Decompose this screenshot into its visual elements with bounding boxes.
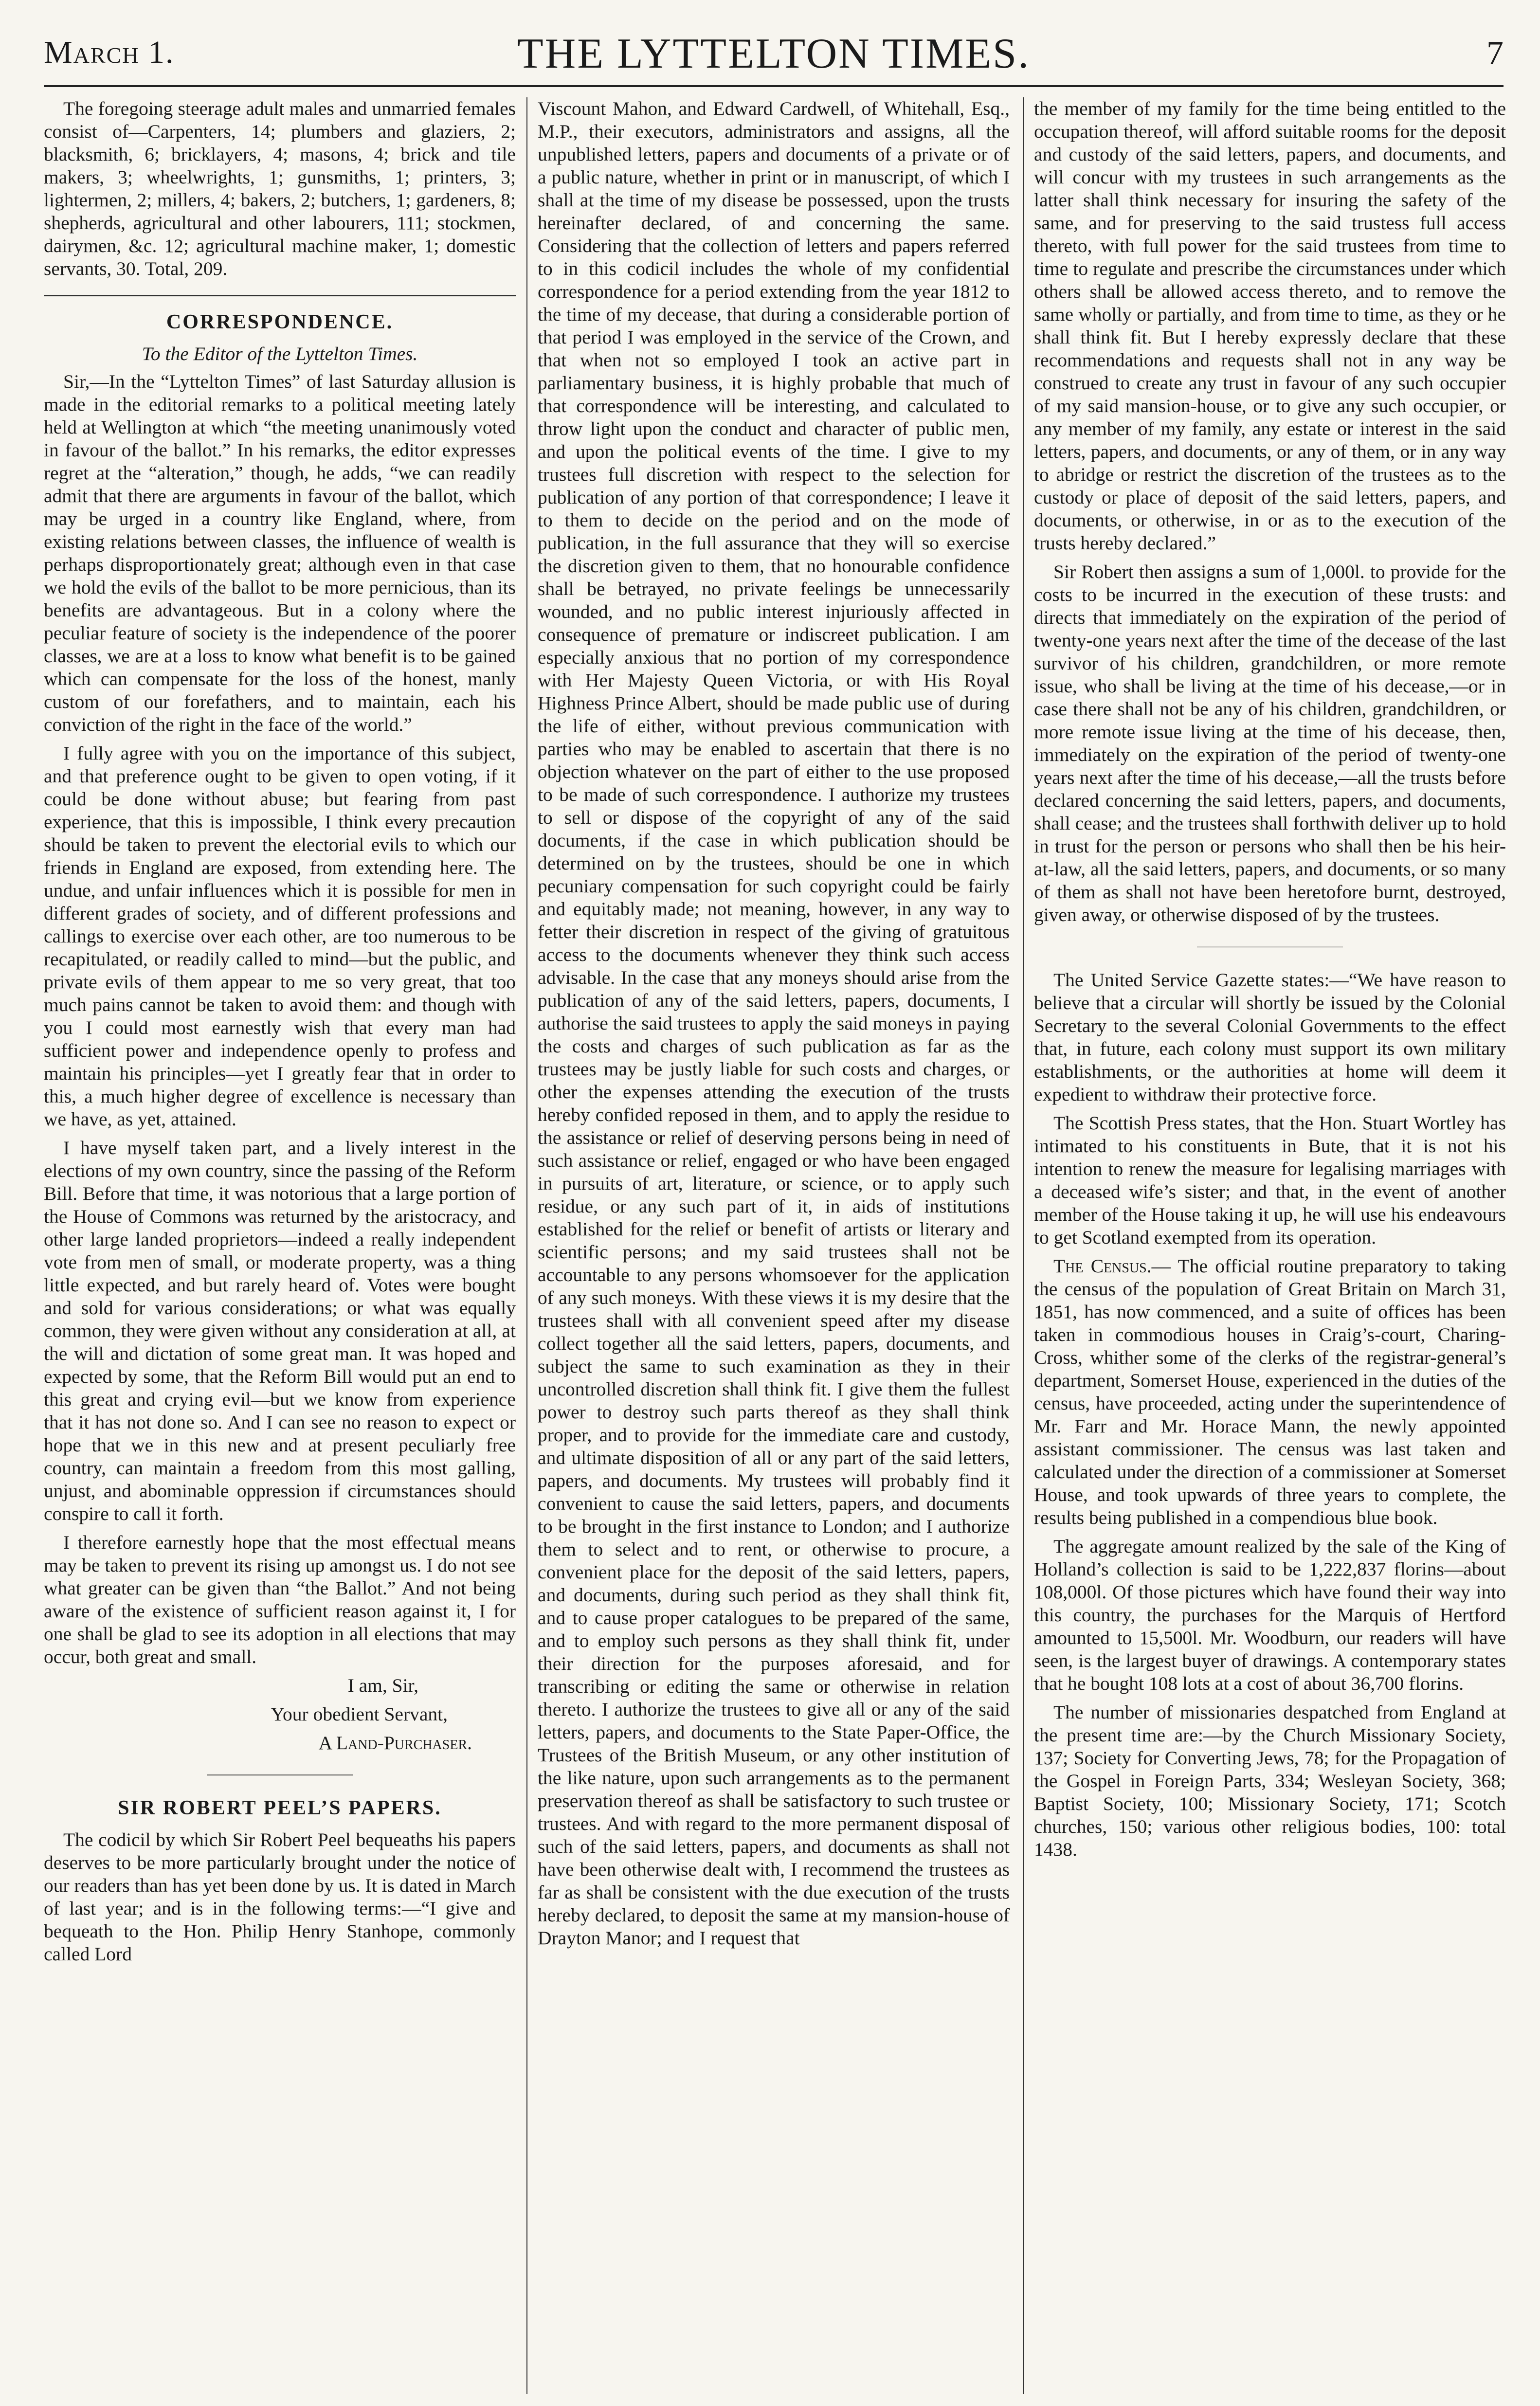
letter-paragraph: I have myself taken part, and a lively interest in the elections of my own country, since the passing of the Reform Bill. Before that time, it was notorious that a large portion of the House of Commons was returned by the aristocracy, and other large landed proprietors—indeed a really independent vote from men of small, or moderate property, was a thing little expected, and but rarely heard of. Votes were bought and sold for various considerations; or what was equally common, they were given without any consideration at all, at the will and dictation of some great man. It was hoped and expected by some, that the Reform Bill would put an end to this great and crying evil—but we know from experience that it has not done so. And I can see no reason to expect or hope that we in this new and at present peculiarly free country, can maintain a freedom from this most galling, unjust, and abominable oppression if circumstances should conspire to call it forth. <box>44 1137 516 1524</box>
section-rule <box>207 1774 353 1777</box>
column-2 <box>538 97 1010 1955</box>
news-item <box>1034 1255 1506 1529</box>
peel-papers-heading: SIR ROBERT PEEL’S PAPERS. <box>118 1797 442 1819</box>
emigrants-paragraph: The foregoing steerage adult males and unmarried females consist of—Carpenters, 14; plumbers and glaziers, 2; blacksmith, 6; bricklayers, 4; masons, 4; brick and tile makers, 3; wheelwrights, 1; gunsmiths, 1; printers, 3; lightermen, 2; millers, 4; bakers, 2; butchers, 1; gardeners, 8; shepherds, agricultural and other labourers, 111; stockmen, dairymen, &c. 12; agricultural machine maker, 1; domestic servants, 30. Total, 209. <box>44 98 516 279</box>
header-rule <box>44 85 1504 87</box>
page-number: 7 <box>1486 35 1504 72</box>
census-heading: The Census. <box>1053 1255 1152 1277</box>
newspaper-title: THE LYTTELTON TIMES. <box>517 30 1031 77</box>
letter-signature: A Land-Purchaser. <box>318 1732 472 1754</box>
column-1 <box>44 97 516 1972</box>
section-rule <box>44 295 516 296</box>
letter-closing: Your obedient Servant, <box>271 1703 448 1725</box>
article-paragraph: the member of my family for the time being entitled to the occupation thereof, will afford suitable rooms for the deposit and custody of the said letters, papers, and documents, and will concur with my trustees in such arrangements as the latter shall think necessary for insuring the safety of the same, and for preserving to the said trustess full access thereto, with full power for the said trustees from time to time to regulate and prescribe the circumstances under which others shall be allowed access thereto, and to remove the same wholly or partially, and from time to time, as they or he shall think fit. But I hereby expressly declare that these recommendations and requests shall not in any way be construed to create any trust in favour of any such occupier of my said mansion-house, or to give any such occupier, or any member of my family, any estate or interest in the said letters, papers, and documents, or any of them, or in any way to abridge or restrict the discretion of the trustees as to the custody or place of deposit of the said letters, papers, and documents, or otherwise, in or as to the execution of the trusts hereby declared.” <box>1034 98 1506 554</box>
page-header <box>44 24 1504 88</box>
letter-closing: I am, Sir, <box>347 1675 418 1696</box>
census-text: — The official routine preparatory to taking the census of the population of Great Britain on March 31, 1851, has now commenced, and a suite of offices has been taken in commodious houses in Craig’s-court, Charing-Cross, whither some of the clerks of the registrar-general’s department, Somerset House, experienced in the duties of the census, have proceeded, acting under the superintendence of Mr. Farr and Mr. Horace Mann, the newly appointed assistant commissioner. The census was last taken and calculated under the direction of a commissioner at Somerset House, and took upwards of three years to complete, the results being published in a compendious blue book. <box>1034 1255 1506 1528</box>
article-paragraph: Viscount Mahon, and Edward Cardwell, of Whitehall, Esq., M.P., their executors, administrators and assigns, all the unpublished letters, papers and documents of a private or of a public nature, whether in print or in manuscript, of which I shall at the time of my disease be possessed, upon the trusts hereinafter declared, of and concerning the same. Considering that the collection of letters and papers referred to in this codicil includes the whole of my confidential correspondence for a period extending from the year 1812 to the time of my decease, that during a considerable portion of that period I was employed in the service of the Crown, and that when not so employed I took an active part in parliamentary business, it is highly probable that much of that correspondence will be interesting, and calculated to throw light upon the conduct and character of public men, and upon the political events of the time. I give to my trustees full discretion with respect to the selection for publication of any portion of that correspondence; I leave it to them to decide on the period and on the mode of publication, in the full assurance that they will so exercise the discretion given to them, that no honourable confidence shall be betrayed, no private feelings be unnecessarily wounded, and no public interest injuriously affected in consequence of premature or indiscreet publication. I am especially anxious that no portion of my correspondence with Her Majesty Queen Victoria, or with His Royal Highness Prince Albert, should be made public use of during the life of either, without previous communication with parties who may be enabled to ascertain that there is no objection whatever on the part of either to the use proposed to be made of such correspondence. I authorize my trustees to sell or dispose of the copyright of any of the said documents, if the case in which publication should be determined on by the trustees, should be one in which pecuniary compensation for such copyright could be fairly and equitably made; not meaning, however, in any way to fetter their discretion in respect of the giving of gratuitous access to the documents whenever they think such access advisable. In the case that any moneys should arise from the publication of any of the said letters, papers, documents, I authorise the said trustees to apply the said moneys in paying the costs and charges of such publication as far as the trustees may be justly liable for such costs and charges, or other the expenses attending the execution of the trusts hereby confided reposed in them, and to apply the residue to the assistance or relief of deserving persons being in need of such assistance or relief, engaged or who have been engaged in pursuits of art, literature, or science, or to apply such residue, or any such part of it, in aids of institutions established for the relief or benefit of artists or literary and scientific persons; and my said trustees shall not be accountable to any persons whomsoever for the application of any such moneys. With these views it is my desire that the trustees shall with all convenient speed after my disease collect together all the said letters, papers, documents, and subject the same to such examination as they in their uncontrolled discretion shall think fit. I give them the fullest power to destroy such parts thereof as they shall think proper, and to provide for the immediate care and custody, and ultimate disposition of all or any part of the said letters, papers, and documents. My trustees will probably find it convenient to cause the said letters, papers, and documents to be brought in the first instance to London; and I authorize them to select and to rent, or otherwise to procure, a convenient place for the deposit of the said letters, papers, and documents, during such period as they shall think fit, and to cause proper catalogues to be prepared of the same, and to employ such persons as they shall think fit, under their direction for the purposes aforesaid, and for transcribing or editing the same or otherwise in relation thereto. I authorize the trustees to give all or any of the said letters, papers, and documents to the State Paper-Office, the Trustees of the British Museum, or any other institution of the like nature, upon such arrangements as to the permanent preservation thereof as shall be satisfactory to such trustee or trustees. And with regard to the more permanent disposal of such of the said letters, papers, and documents as shall not have been otherwise dealt with, I recommend the trustees as far as shall be consistent with the due execution of the trusts hereby declared, to deposit the same at my mansion-house of Drayton Manor; and I request that <box>538 98 1010 1949</box>
news-item: The Scottish Press states, that the Hon. Stuart Wortley has intimated to his constituents in Bute, that it is not his intention to renew the measure for legalising marriages with a deceased wife’s sister; and that, in the event of another member of the House taking it up, he will use his endeavours to get Scotland exempted from its operation. <box>1034 1112 1506 1248</box>
section-rule <box>1197 946 1343 949</box>
correspondence-heading: CORRESPONDENCE. <box>166 311 394 333</box>
letter-address: To the Editor of the Lyttelton Times. <box>142 343 418 364</box>
letter-paragraph: Sir,—In the “Lyttelton Times” of last Saturday allusion is made in the editorial remarks to a political meeting lately held at Wellington at which “the meeting unanimously voted in favour of the ballot.” In his remarks, the editor expresses regret at the “alteration,” though, he adds, “we can readily admit that there are arguments in favour of the ballot, which may be urged in a country like England, where, from existing relations between classes, the influence of wealth is perhaps disproportionately great; although even in that case we hold the evils of the ballot to be more pernicious, than its benefits are advantageous. But in a colony where the peculiar feature of society is the independence of the poorer classes, we are at a loss to know what benefit is to be gained which can compensate for the loss of the honest, manly custom of our forefathers, and to maintain, each his conviction of the right in the face of the world.” <box>44 371 516 735</box>
news-item: The number of missionaries despatched from England at the present time are:—by the Church Missionary Society, 137; Society for Converting Jews, 78; for the Propagation of the Gospel in Foreign Parts, 334; Wesleyan Society, 368; Baptist Society, 100; Missionary Society, 171; Scotch churches, 150; various other religious bodies, 100: total 1438. <box>1034 1701 1506 1860</box>
column-divider <box>1023 97 1024 2394</box>
article-paragraph: The codicil by which Sir Robert Peel bequeaths his papers deserves to be more particularly brought under the notice of our readers than has yet been done by us. It is dated in March of last year; and is in the following terms:—“I give and bequeath to the Hon. Philip Henry Stanhope, commonly called Lord <box>44 1829 516 1965</box>
issue-date: March 1. <box>44 35 175 70</box>
letter-paragraph: I fully agree with you on the importance of this subject, and that preference ought to be given to open voting, if it could be done without abuse; but fearing from past experience, that this is impossible, I think every precaution should be taken to prevent the electorial evils to which our friends in England are exposed, from extending here. The undue, and unfair influences which it is possible for men in different grades of society, and of different professions and callings to exercise over each other, are too numerous to be recapitulated, or readily called to mind—but the public, and private evils of them appear to me so very great, that too much pains cannot be taken to avoid them: and though with you I could most earnestly wish that every man had sufficient power and independence openly to profess and maintain his principles—yet I greatly fear that in order to this, a much higher degree of excellence is necessary than we have, as yet, attained. <box>44 742 516 1130</box>
news-item: The aggregate amount realized by the sale of the King of Holland’s collection is said to be 1,222,837 florins—about 108,000l. Of those pictures which have found their way into this country, the purchases for the Marquis of Hertford amounted to 15,500l. Mr. Woodburn, our readers will have seen, is the largest buyer of drawings. A contemporary states that he bought 108 lots at a cost of about 36,700 florins. <box>1034 1536 1506 1694</box>
column-divider <box>526 97 527 2394</box>
letter-paragraph: I therefore earnestly hope that the most effectual means may be taken to prevent its rising up amongst us. I do not see what greater can be given than “the Ballot.” And not being aware of the existence of sufficient reason against it, I for one shall be glad to see its adoption in all elections that may occur, both great and small. <box>44 1532 516 1667</box>
column-3 <box>1034 97 1506 1867</box>
news-item: The United Service Gazette states:—“We have reason to believe that a circular will shortly be issued by the Colonial Secretary to the several Colonial Governments to the effect that, in future, each colony must support its own military establishments, or the authorities at home will deem it expedient to withdraw their protective force. <box>1034 969 1506 1105</box>
article-paragraph: Sir Robert then assigns a sum of 1,000l. to provide for the costs to be incurred in the execution of these trusts: and directs that immediately on the expiration of the period of twenty-one years next after the time of the decease of the last survivor of his children, grandchildren, or more remote issue, who shall be living at the time of his decease,—or in case there shall not be any of his children, grandchildren, or more remote issue living at the time of his decease, then, immediately on the expiration of the period of twenty-one years next after the time of his decease,—all the trusts before declared concerning the said letters, papers, and documents, shall cease; and the trustees shall forthwith deliver up to hold in trust for the person or persons who shall then be his heir-at-law, all the said letters, papers, and documents, or so many of them as shall not have been heretofore burnt, destroyed, given away, or otherwise disposed of by the trustees. <box>1034 561 1506 925</box>
